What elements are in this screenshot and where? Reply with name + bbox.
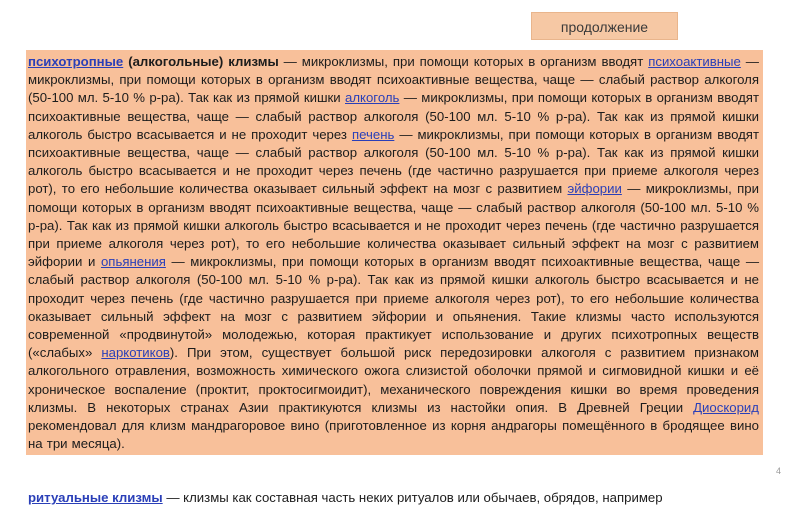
page-number: 4 (776, 466, 782, 476)
link-dioscorides[interactable]: Диоскорид (693, 399, 759, 415)
text-segment: рекомендовал для клизм мандрагоровое вино (приготовленное из корня андрагоры помещённого в бродящее вино на три месяца). (28, 418, 759, 452)
link-intoxication[interactable]: опьянения (100, 254, 166, 270)
link-psychoactive[interactable]: психоактивные (648, 54, 741, 69)
link-narcotics[interactable]: наркотиков (101, 345, 170, 361)
text-segment: — микроклизмы, при помощи которых в организм вводят психоактивные вещества, чаще — слабый раствор алкоголя (50-100 мл. 5-10 % р-ра). Так как из прямой кишки алкоголь быстро всасывается и не проходит через печень (где частично разрушается при приеме алкоголя через рот), то его небольшие количества оказывает сильный эффект на мозг с развитием эйфории и опьянения. Такие клизмы часто используются современной «продвинутой» молодежью, которая практикует использование и других психотропных веществ («слабых» (28, 254, 760, 361)
text-segment: — микроклизмы, при помощи которых в организм вводят психоактивные вещества, чаще — слабый раствор алкоголя (50-100 мл. 5-10 % р-ра). Так как из прямой кишки алкоголь быстро всасывается и не проходит через печень (где частично разрушается при приеме алкоголя через рот), то его небольшие количества оказывает сильный эффект на мозг с развитием эйфории и (28, 181, 759, 270)
term-alcohol-enemas: (алкогольные) клизмы (123, 54, 279, 69)
continue-button[interactable]: продолжение (531, 12, 678, 40)
next-paragraph (28, 489, 788, 507)
link-euphoria[interactable]: эйфории (567, 181, 622, 197)
text-segment: — микроклизмы, при помощи которых в организм вводят (278, 54, 649, 69)
text-segment: — микроклизмы, при помощи которых в организм вводят психоактивные вещества, чаще — слабый раствор алкоголя (50-100 мл. 5-10 % р-ра). Так как из прямой кишки алкоголь быстро всасывается и не проходит через печень (где частично разрушается при приеме алкоголя через рот), то его небольшие количества оказывает сильный эффект на мозг с развитием (28, 126, 759, 197)
main-paragraph (28, 53, 759, 453)
text-segment: ). При этом, существует большой риск передозировки алкоголя с развитием признаком алкогольного отравления, возможность химического ожога слизистой оболочки прямой и сигмовидной кишки и её хроническое воспаление (проктит, проктосигмоидит), механического повреждения кишки во время проведения клизмы. В некоторых странах Азии практикуются клизмы из настойки опия. В Древней Греции (28, 345, 759, 415)
link-liver[interactable]: печень (351, 126, 395, 142)
link-alcohol[interactable]: алкоголь (345, 90, 400, 106)
link-psychotropic[interactable]: психотропные (28, 54, 124, 69)
link-ritual-enemas[interactable]: ритуальные клизмы (28, 490, 163, 505)
text-segment: — микроклизмы, при помощи которых в организм вводят психоактивные вещества, чаще — слабый раствор алкоголя (50-100 мл. 5-10 % р-ра). Так как из прямой кишки алкоголь быстро всасывается и не проходит через (28, 90, 759, 142)
text-segment: — микроклизмы, при помощи которых в организм вводят психоактивные вещества, чаще — слабый раствор алкоголя (50-100 мл. 5-10 % р-ра). Так как из прямой кишки (28, 54, 759, 106)
text-segment: — клизмы как составная часть неких ритуалов или обычаев, обрядов, например (162, 490, 663, 505)
